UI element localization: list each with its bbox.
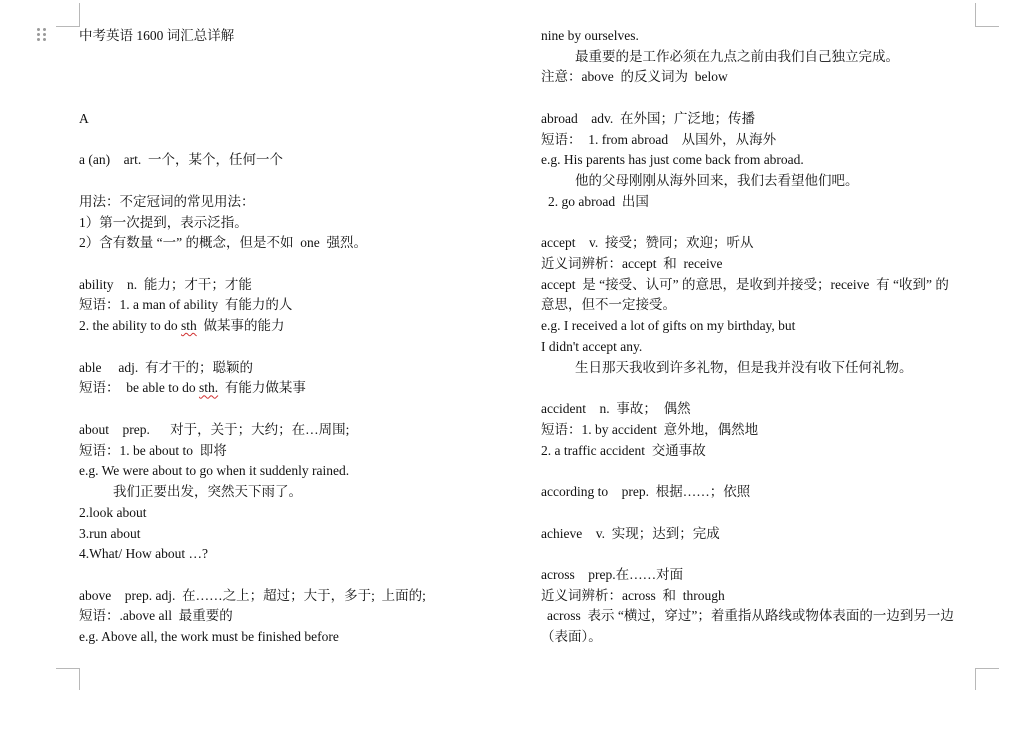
line-text: 4.What/ How about …? <box>79 546 208 562</box>
crop-mark-top-left-h <box>56 26 80 27</box>
doc-line <box>575 47 899 67</box>
doc-line <box>541 420 758 440</box>
doc-line <box>79 378 306 398</box>
line-text: 2）含有数量 “一” 的概念，但是不如 one 强烈。 <box>79 235 367 251</box>
line-text: I didn't accept any. <box>541 338 643 354</box>
doc-line <box>541 627 602 647</box>
doc-line <box>79 586 426 606</box>
doc-line <box>541 26 639 46</box>
line-text: accident n. 事故； 偶然 <box>541 401 691 417</box>
line-text-rest: 做某事的能力 <box>196 318 285 334</box>
doc-line <box>79 213 248 233</box>
doc-line <box>541 524 720 544</box>
crop-mark-bottom-left-h <box>56 668 80 669</box>
doc-line <box>548 192 649 212</box>
line-text: about prep. 对于，关于；大约；在…周围; <box>79 421 350 437</box>
line-text: 注意：above 的反义词为 below <box>541 69 728 85</box>
doc-line <box>79 606 233 626</box>
doc-line <box>79 420 349 440</box>
line-text: accept 是 “接受、认可” 的意思，是收到并接受；receive 有 “收到” 的 <box>541 276 949 292</box>
doc-line <box>547 606 954 626</box>
line-text: 近义词辨析：accept 和 receive <box>541 256 723 272</box>
line-text: A <box>79 110 89 126</box>
line-text: accept v. 接受；赞同；欢迎；听从 <box>541 235 754 251</box>
crop-mark-bottom-left-v <box>79 668 80 690</box>
crop-mark-bottom-right-h <box>975 668 999 669</box>
doc-line <box>575 171 859 191</box>
crop-mark-bottom-right-v <box>975 668 976 690</box>
doc-line <box>541 586 725 606</box>
line-text: 短语：1. by accident 意外地，偶然地 <box>541 421 759 437</box>
doc-line <box>541 337 642 357</box>
doc-line <box>79 441 227 461</box>
line-text: across prep.在……对面 <box>541 566 684 582</box>
doc-line <box>79 275 252 295</box>
doc-line <box>575 358 913 378</box>
line-text: 3.run about <box>79 525 141 541</box>
line-text: 短语：1. be about to 即将 <box>79 442 227 458</box>
doc-line <box>79 358 253 378</box>
doc-line <box>541 67 728 87</box>
doc-line <box>79 544 208 564</box>
doc-line <box>79 26 234 46</box>
doc-line <box>79 109 89 129</box>
doc-line <box>541 254 722 274</box>
line-text: e.g. Above all, the work must be finished before <box>79 629 339 645</box>
drag-handle-icon[interactable] <box>37 28 47 42</box>
line-text: across 表示 “横过，穿过”；着重指从路线或物体表面的一边到另一边 <box>547 608 954 624</box>
line-text: nine by ourselves. <box>541 28 639 43</box>
doc-line <box>79 192 255 212</box>
crop-mark-top-left-v <box>79 3 80 27</box>
doc-line <box>541 275 949 295</box>
line-text: 他的父母刚刚从海外回来，我们去看望他们吧。 <box>575 173 859 189</box>
doc-line <box>541 150 804 170</box>
doc-line <box>541 441 706 461</box>
line-text-rest: 有能力做某事 <box>218 380 306 396</box>
doc-line <box>79 503 147 523</box>
doc-line <box>541 482 750 502</box>
line-text: （表面）。 <box>541 629 602 645</box>
doc-line <box>541 233 753 253</box>
line-text: 2. go abroad 出国 <box>548 193 649 209</box>
doc-line <box>541 130 776 150</box>
line-text: according to prep. 根据……；依照 <box>541 484 751 500</box>
line-text: 短语： be able to do <box>79 380 199 396</box>
doc-line <box>79 150 283 170</box>
doc-line <box>541 565 683 585</box>
spellcheck-word: sth <box>181 318 197 334</box>
line-text: above prep. adj. 在……之上；超过；大于，多于; 上面的; <box>79 587 426 603</box>
doc-line <box>79 524 141 544</box>
spellcheck-word: sth. <box>198 380 219 396</box>
line-text: 1）第一次提到，表示泛指。 <box>79 214 248 230</box>
line-text: a (an) art. 一个，某个，任何一个 <box>79 152 283 168</box>
line-text: 2. the ability to do <box>79 318 181 334</box>
line-text: 2.look about <box>79 504 147 520</box>
doc-line <box>541 109 755 129</box>
line-text: 近义词辨析：across 和 through <box>541 587 725 603</box>
line-text: 中考英语 1600 词汇总详解 <box>79 28 235 43</box>
doc-line <box>79 233 367 253</box>
doc-line <box>79 461 349 481</box>
line-text: 生日那天我收到许多礼物，但是我并没有收下任何礼物。 <box>575 359 913 375</box>
line-text: 2. a traffic accident 交通事故 <box>541 442 706 458</box>
line-text: 意思，但不一定接受。 <box>541 297 676 313</box>
line-text: 短语：1. a man of ability 有能力的人 <box>79 297 293 313</box>
doc-line <box>541 295 676 315</box>
doc-line <box>79 627 339 647</box>
line-text: e.g. His parents has just come back from abroad. <box>541 152 804 168</box>
line-text: achieve v. 实现；达到；完成 <box>541 525 720 541</box>
line-text: abroad adv. 在外国；广泛地；传播 <box>541 110 755 126</box>
line-text: 短语：.above all 最重要的 <box>79 608 233 624</box>
doc-line <box>541 399 691 419</box>
line-text: 最重要的是工作必须在九点之前由我们自己独立完成。 <box>575 48 899 64</box>
doc-line <box>541 316 795 336</box>
doc-line <box>79 295 292 315</box>
crop-mark-top-right-h <box>975 26 999 27</box>
line-text: 我们正要出发，突然天下雨了。 <box>113 484 302 500</box>
crop-mark-top-right-v <box>975 3 976 27</box>
line-text: e.g. We were about to go when it suddenly rained. <box>79 463 350 479</box>
line-text: 短语： 1. from abroad 从国外，从海外 <box>541 131 777 147</box>
line-text: able adj. 有才干的；聪颖的 <box>79 359 253 375</box>
line-text: e.g. I received a lot of gifts on my birthday, but <box>541 318 796 334</box>
doc-line <box>113 482 302 502</box>
line-text: 用法：不定冠词的常见用法： <box>79 193 255 209</box>
doc-line <box>79 316 285 336</box>
line-text: ability n. 能力；才干；才能 <box>79 276 252 292</box>
